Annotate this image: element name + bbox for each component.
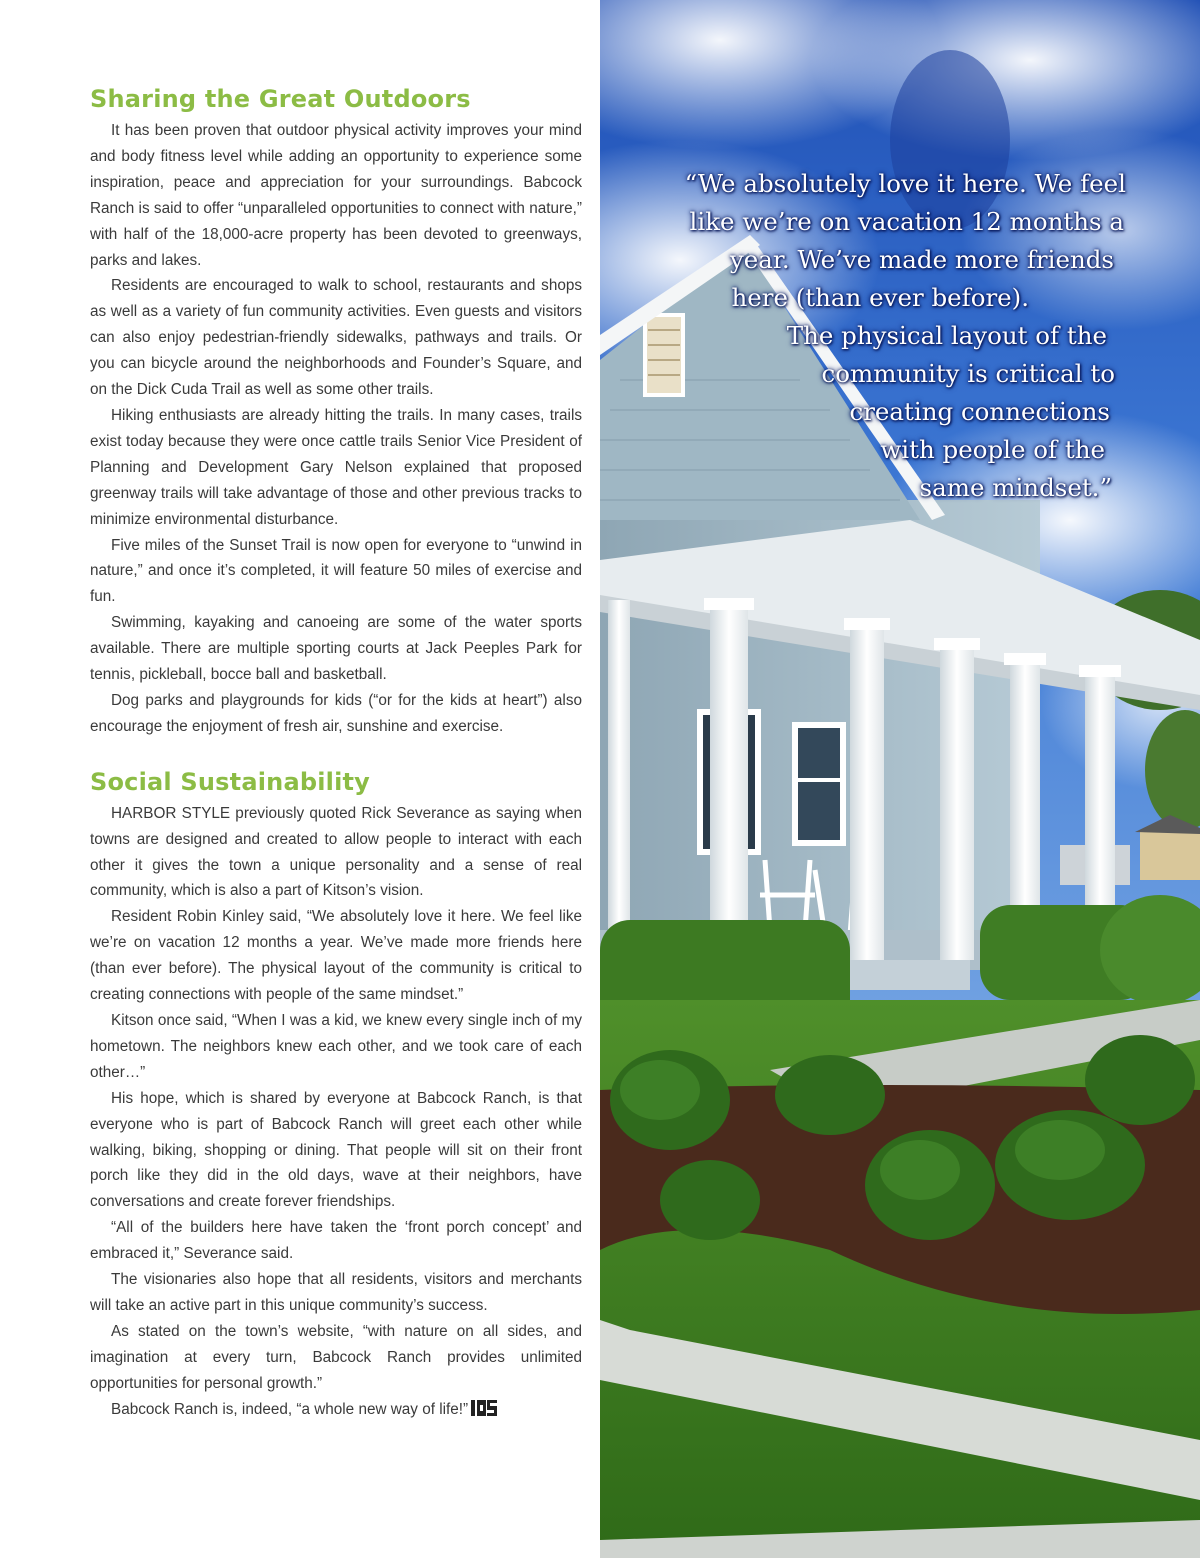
section-title-outdoors: Sharing the Great Outdoors (90, 85, 471, 113)
article-paragraph: His hope, which is shared by everyone at Babcock Ranch, is that everyone who is part of Babcock Ranch will greet each other while walking, biking, shopping or dining. That people will sit on their front porch like they did in the old days, wave at their neighbors, have conversations and create forever friendships. (90, 1089, 582, 1211)
pull-quote-line: with people of the (880, 435, 1105, 464)
article-paragraph: Swimming, kayaking and canoeing are some of the water sports available. There are multiple sporting courts at Jack Peeples Park for tennis, pickleball, bocce ball and basketball. (90, 614, 582, 684)
pull-quote-line: same mindset.” (919, 473, 1112, 502)
article-paragraph: HARBOR STYLE previously quoted Rick Severance as saying when towns are designed and created to allow people to interact with each other it gives the town a unique personality and a sense of real community, which is also a part of Kitson’s vision. (90, 804, 582, 900)
pull-quote-line: year. We’ve made more friends (729, 245, 1114, 274)
article-column (90, 82, 582, 1423)
section-title-social: Social Sustainability (90, 767, 371, 796)
article-paragraph: Residents are encouraged to walk to school, restaurants and shops as well as a variety of fun community activities. Even guests and visitors can also enjoy pedestrian-friendly sidewalks, pathways and trails. Or you can bicycle around the neighborhoods and Founder’s Square, and on the Dick Cuda Trail as well as some other trails. (90, 277, 582, 399)
pull-quote-line: like we’re on vacation 12 months a (689, 207, 1124, 236)
article-paragraph: Resident Robin Kinley said, “We absolutely love it here. We feel like we’re on vacation 12 months a year. We’ve made more friends here (than ever before). The physical layout of the community is critical to creating connections with people of the same mindset.” (90, 908, 582, 1004)
house-photo (600, 0, 1200, 1558)
article-paragraph: Hiking enthusiasts are already hitting the trails. In many cases, trails exist today because they were once cattle trails Senior Vice President of Planning and Development Gary Nelson explained that proposed greenway trails will take advantage of those and other previous tracks to minimize environmental disturbance. (90, 406, 582, 528)
article-paragraph: The visionaries also hope that all residents, visitors and merchants will take an active part in this unique community’s success. (90, 1271, 582, 1314)
pull-quote-line: community is critical to (821, 359, 1115, 388)
article-paragraph-last (90, 1397, 582, 1423)
pull-quote-line: here (than ever before). (731, 283, 1029, 312)
article-paragraph: Dog parks and playgrounds for kids (“or for the kids at heart”) also encourage the enjoyment of fresh air, sunshine and exercise. (90, 691, 582, 735)
closing-sentence: Babcock Ranch is, indeed, “a whole new way of life!” (111, 1400, 469, 1418)
article-paragraph: Kitson once said, “When I was a kid, we knew every single inch of my hometown. The neighbors knew each other, and we took care of each other…” (90, 1012, 582, 1081)
article-paragraph: Five miles of the Sunset Trail is now open for everyone to “unwind in nature,” and once it’s completed, it will feature 50 miles of exercise and fun. (90, 536, 582, 606)
pull-quote-line: The physical layout of the (786, 321, 1107, 350)
pull-quote (666, 165, 1126, 507)
pull-quote-line: “We absolutely love it here. We feel (684, 169, 1126, 198)
article-paragraph: As stated on the town’s website, “with nature on all sides, and imagination at every turn, Babcock Ranch provides unlimited opportunities for personal growth.” (90, 1322, 582, 1392)
hs-end-mark-icon (471, 1399, 497, 1417)
article-paragraph: “All of the builders here have taken the ‘front porch concept’ and embraced it,” Severance said. (90, 1219, 582, 1263)
pull-quote-line: creating connections (849, 397, 1110, 426)
article-paragraph: It has been proven that outdoor physical activity improves your mind and body fitness level while adding an opportunity to experience some inspiration, peace and appreciation for your surroundings. Babcock Ranch is said to offer “unparalleled opportunities to connect with nature,” with half of the 18,000-acre property has been devoted to greenways, parks and lakes. (90, 122, 582, 269)
